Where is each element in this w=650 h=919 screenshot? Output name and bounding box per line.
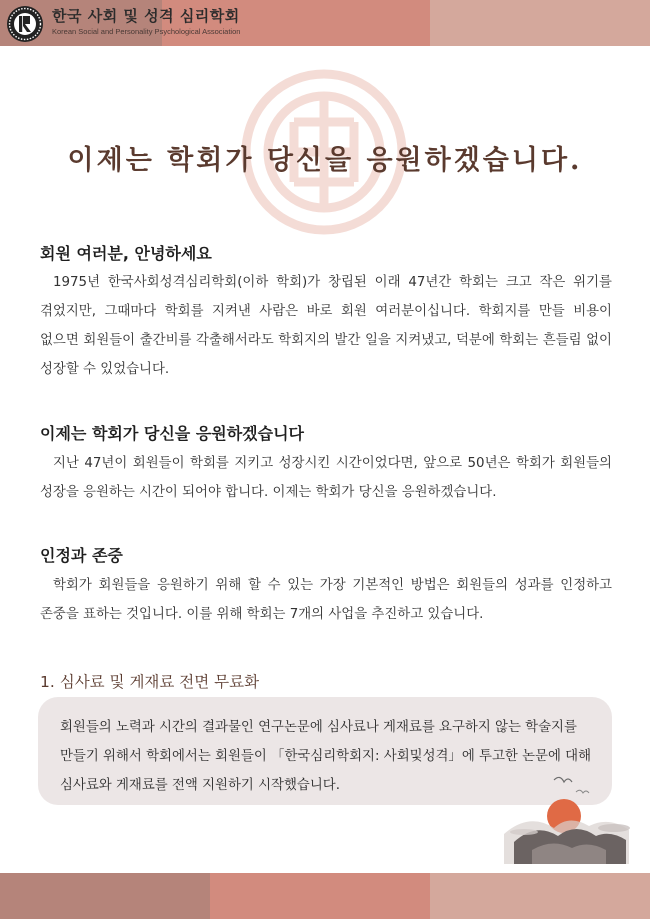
- org-name-english: Korean Social and Personality Psychological Association: [52, 27, 241, 36]
- section-heading-support: 이제는 학회가 당신을 응원하겠습니다: [40, 424, 305, 443]
- mountain-sun-decoration-icon: [484, 772, 634, 864]
- section-body-greeting: 1975년 한국사회성격심리학회(이하 학회)가 창립된 이래 47년간 학회는 크고 작은 위기를 겪었지만, 그때마다 학회를 지켜낸 사람은 바로 회원 여러분이십니다. 학회지를 만들 비용이 없으면 회원들이 출간비를 각출해서라도 학회지의 발간 일을 지켜냈고, 덕분에 학회는 흔들림 없이 성장할 수 있었습니다.: [40, 275, 612, 377]
- item-heading-fee-waiver: 1. 심사료 및 게재료 전면 무료화: [40, 673, 260, 691]
- footer-bar: [0, 873, 650, 919]
- section-heading-recognition: 인정과 존중: [40, 546, 123, 565]
- section-body-recognition: 학회가 회원들을 응원하기 위해 할 수 있는 가장 기본적인 방법은 회원들의 성과를 인정하고 존중을 표하는 것입니다. 이를 위해 학회는 7개의 사업을 추진하고 있습니다.: [40, 578, 612, 622]
- section-body-support: 지난 47년이 회원들이 학회를 지키고 성장시킨 시간이었다면, 앞으로 50년은 학회가 회원들의 성장을 응원하는 시간이 되어야 합니다. 이제는 학회가 당신을 응원하겠습니다.: [40, 456, 612, 500]
- page-title: 이제는 학회가 당신을 응원하겠습니다.: [67, 145, 583, 176]
- org-name: 한국 사회 및 성격 심리학회: [52, 7, 240, 25]
- section-heading-greeting: 회원 여러분, 안녕하세요: [40, 244, 212, 263]
- item-body-fee-waiver: 회원들의 노력과 시간의 결과물인 연구논문에 심사료나 게재료를 요구하지 않는 학술지를 만들기 위해서 학회에서는 회원들이 「한국심리학회지: 사회및성격」에 투고한 논문에 대해 심사료와 게재료를 전액 지원하기 시작했습니다.: [60, 720, 592, 793]
- association-logo-icon: [6, 5, 44, 43]
